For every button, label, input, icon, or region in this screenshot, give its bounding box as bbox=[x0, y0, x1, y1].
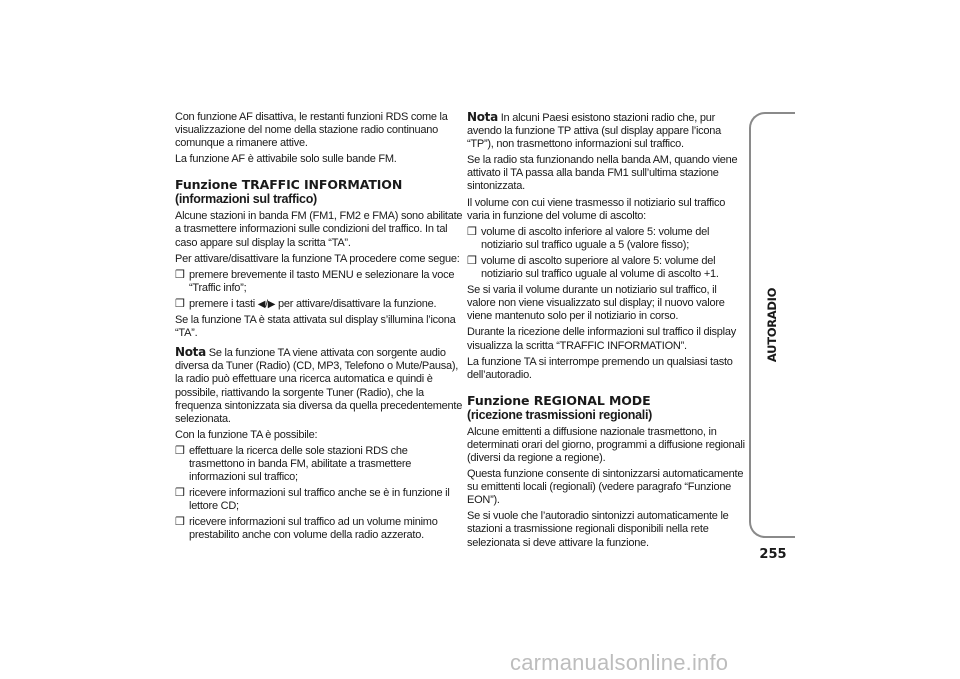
paragraph: Se si vuole che l’autoradio sintonizzi automaticamente le stazioni a trasmissione regionali disponibili nella rete selezionata si deve attivare la funzione. bbox=[467, 510, 729, 549]
checkbox-bullet-icon: ❒ bbox=[175, 297, 185, 310]
list-item bbox=[175, 445, 463, 484]
list-item-text: volume di ascolto superiore al valore 5: volume del notiziario sul traffico uguale al volume di ascolto +1. bbox=[481, 254, 719, 281]
paragraph: Se la funzione TA è stata attivata sul display s’illumina l’icona “TA”. bbox=[175, 314, 456, 340]
section-heading-regional-mode bbox=[467, 394, 747, 422]
checkbox-bullet-icon: ❒ bbox=[467, 254, 477, 267]
left-column bbox=[175, 111, 463, 546]
list-item-text: premere brevemente il tasto MENU e selezionare la voce “Traffic info”; bbox=[189, 268, 455, 294]
paragraph: Se la radio sta funzionando nella banda AM, quando viene attivato il TA passa alla banda FM1 sull’ultima stazione sintonizzata. bbox=[467, 154, 738, 193]
heading-line: Funzione REGIONAL MODE bbox=[467, 392, 651, 408]
section-tab-label: AUTORADIO bbox=[765, 287, 779, 363]
page-number: 255 bbox=[759, 547, 787, 562]
note-label: Nota bbox=[175, 345, 206, 360]
section-heading-traffic-information bbox=[175, 178, 463, 206]
heading-subline: (ricezione trasmissioni regionali) bbox=[467, 407, 652, 422]
right-column bbox=[467, 111, 747, 553]
paragraph: La funzione AF è attivabile solo sulle bande FM. bbox=[175, 153, 397, 166]
paragraph: Il volume con cui viene trasmesso il notiziario sul traffico varia in funzione del volume di ascolto: bbox=[467, 196, 726, 222]
list-item-text: effettuare la ricerca delle sole stazioni RDS che trasmettono in banda FM, abilitate a trasmettere informazioni sul traffico; bbox=[189, 444, 412, 484]
note-text: Se la funzione TA viene attivata con sorgente audio diversa da Tuner (Radio) (CD, MP3, Telefono o Mute/Pausa), la radio può effettuare una ricerca automatica e quindi è possibile, riattivando la sorgente Tuner (Radio), che la frequenza sintonizzata sia diversa da quella precedentemente selezionata. bbox=[175, 347, 463, 425]
list-item-text: ricevere informazioni sul traffico anche se è in funzione il lettore CD; bbox=[189, 487, 450, 513]
list-item-text: per attivare/disattivare la funzione. bbox=[278, 297, 437, 310]
checkbox-bullet-icon: ❒ bbox=[175, 268, 185, 281]
list-item bbox=[175, 298, 463, 311]
paragraph: Per attivare/disattivare la funzione TA procedere come segue: bbox=[175, 252, 460, 265]
list-item bbox=[467, 226, 747, 252]
paragraph: Se si varia il volume durante un notiziario sul traffico, il valore non viene visualizzato sul display; il nuovo valore viene mantenuto solo per il notiziario in corso. bbox=[467, 284, 725, 323]
list-item bbox=[175, 516, 463, 542]
paragraph: Alcune emittenti a diffusione nazionale trasmettono, in determinati orari del giorno, programmi a diffusione regionali (diversi da regione a regione). bbox=[467, 425, 745, 464]
list-item bbox=[467, 255, 747, 281]
note-paragraph bbox=[175, 346, 463, 426]
checkbox-bullet-icon: ❒ bbox=[175, 516, 185, 529]
list-item bbox=[175, 269, 463, 295]
list-item bbox=[175, 487, 463, 513]
list-item-text: ricevere informazioni sul traffico ad un volume minimo prestabilito anche con volume della radio azzerato. bbox=[189, 516, 438, 542]
paragraph: Questa funzione consente di sintonizzarsi automaticamente su emittenti locali (regionali) (vedere paragrafo “Funzione EON”). bbox=[467, 468, 744, 507]
paragraph: La funzione TA si interrompe premendo un qualsiasi tasto dell’autoradio. bbox=[467, 355, 733, 381]
watermark: carmanualsonline.info bbox=[510, 650, 729, 675]
paragraph: Con la funzione TA è possibile: bbox=[175, 428, 318, 441]
heading-line: Funzione TRAFFIC INFORMATION bbox=[175, 177, 403, 193]
checkbox-bullet-icon: ❒ bbox=[175, 444, 185, 457]
list-item-text: premere i tasti bbox=[189, 297, 255, 310]
list-item-text: volume di ascolto inferiore al valore 5: volume del notiziario sul traffico uguale a 5 (valore fisso); bbox=[481, 225, 710, 251]
heading-subline: (informazioni sul traffico) bbox=[175, 192, 317, 207]
paragraph: Alcune stazioni in banda FM (FM1, FM2 e FMA) sono abilitate a trasmettere informazioni sulle condizioni del traffico. In tal caso appare sul display la scritta “TA”. bbox=[175, 210, 463, 249]
note-label: Nota bbox=[467, 110, 498, 124]
arrow-keys-icon: ◀/▶ bbox=[257, 298, 276, 310]
checkbox-bullet-icon: ❒ bbox=[175, 487, 185, 500]
paragraph: Con funzione AF disattiva, le restanti funzioni RDS come la visualizzazione del nome della stazione radio continuano comunque a rimanere attive. bbox=[175, 111, 448, 150]
note-paragraph bbox=[467, 111, 747, 151]
note-text: In alcuni Paesi esistono stazioni radio che, pur avendo la funzione TP attiva (sul display appare l’icona “TP”), non trasmettono informazioni sul traffico. bbox=[467, 112, 722, 151]
checkbox-bullet-icon: ❒ bbox=[467, 225, 477, 238]
paragraph: Durante la ricezione delle informazioni sul traffico il display visualizza la scritta “TRAFFIC INFORMATION”. bbox=[467, 326, 736, 352]
